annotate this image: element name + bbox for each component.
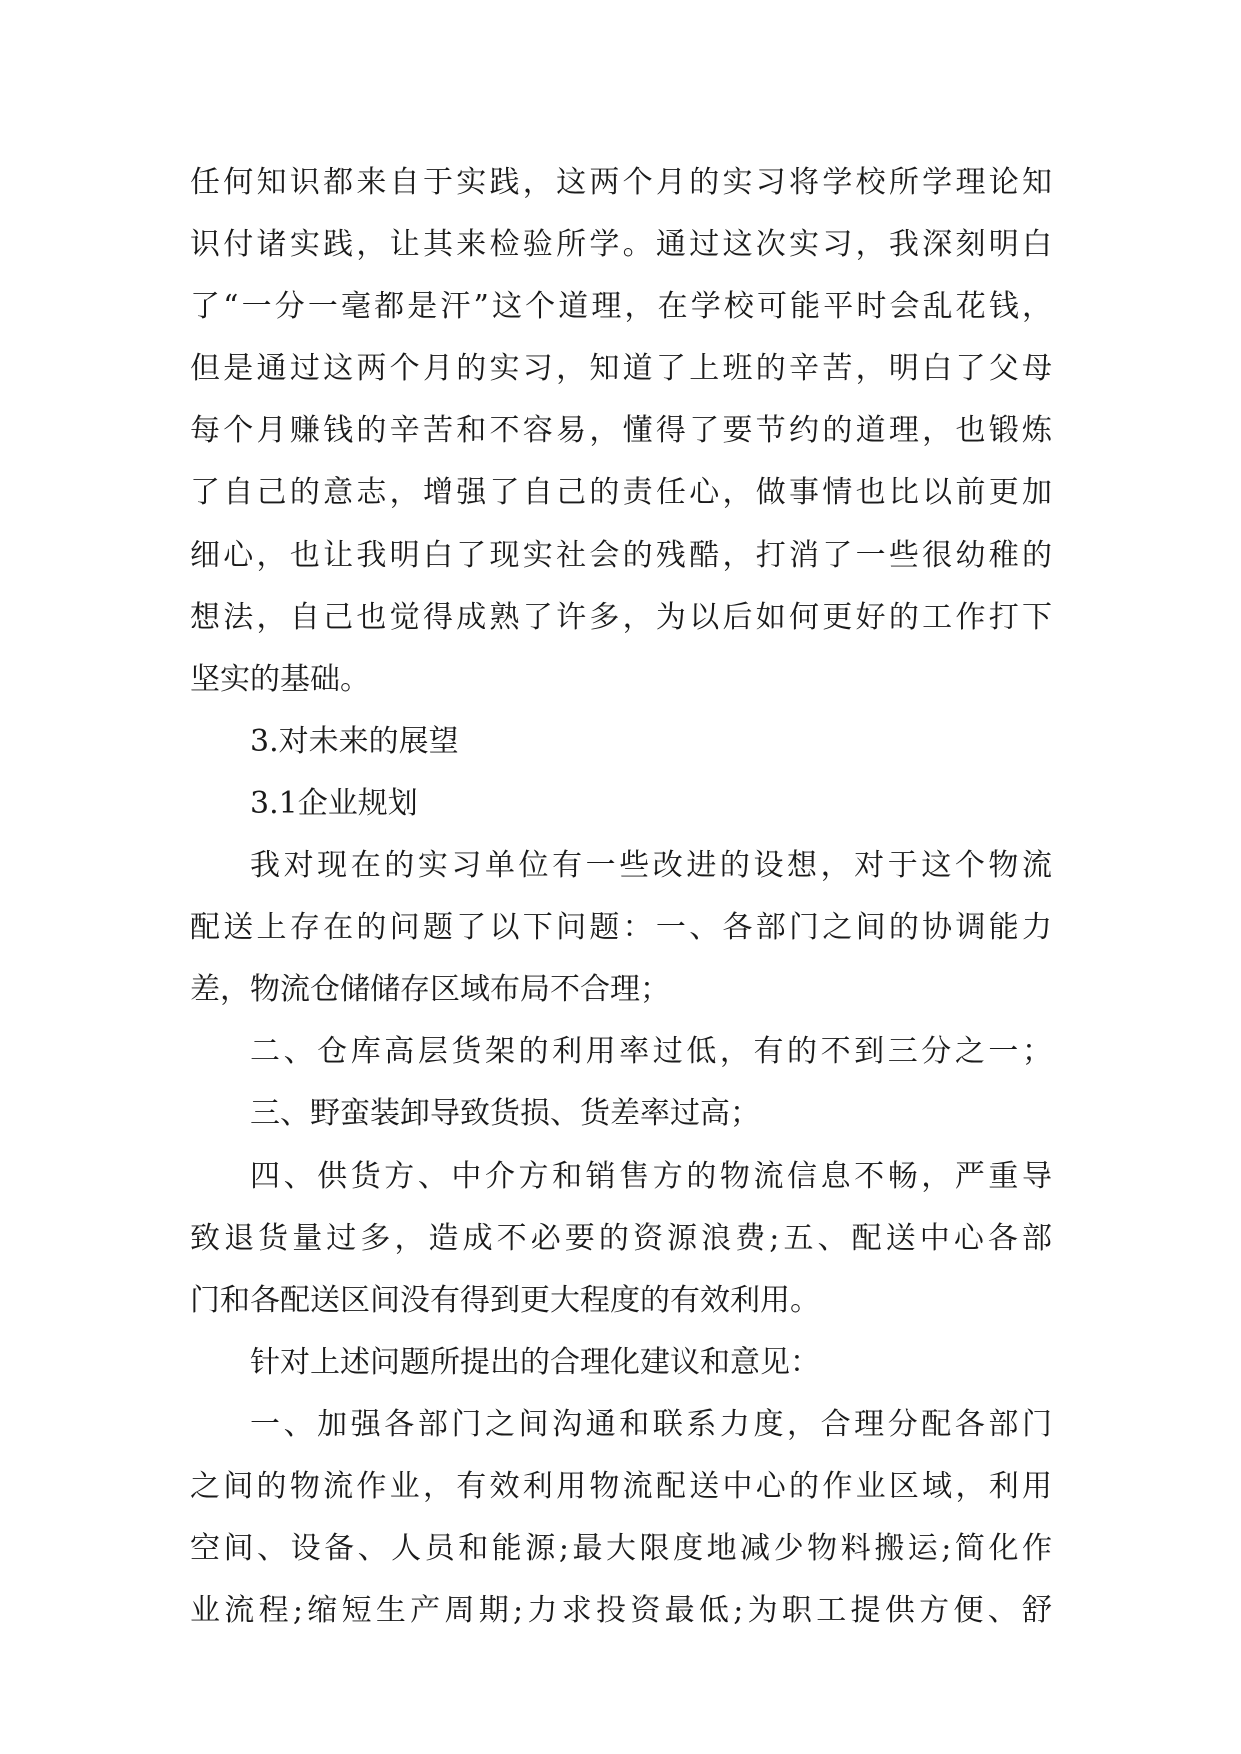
text-line: 门和各配送区间没有得到更大程度的有效利用。 xyxy=(190,1282,820,1318)
text-line: 了自己的意志，增强了自己的责任心，做事情也比以前更加 xyxy=(190,475,1052,511)
text-line: 坚实的基础。 xyxy=(190,661,370,697)
text-line: 想法，自己也觉得成熟了许多，为以后如何更好的工作打下 xyxy=(190,599,1052,635)
text-line: 二、仓库高层货架的利用率过低，有的不到三分之一； xyxy=(250,1034,1052,1070)
text-line: 针对上述问题所提出的合理化建议和意见： xyxy=(250,1344,820,1380)
text-line: 配送上存在的问题了以下问题：一、各部门之间的协调能力 xyxy=(190,910,1052,946)
text-line: 一、加强各部门之间沟通和联系力度，合理分配各部门 xyxy=(250,1406,1052,1442)
text-line: 四、供货方、中介方和销售方的物流信息不畅，严重导 xyxy=(250,1158,1052,1194)
text-line: 我对现在的实习单位有一些改进的设想，对于这个物流 xyxy=(250,848,1052,884)
text-line: 每个月赚钱的辛苦和不容易，懂得了要节约的道理，也锻炼 xyxy=(190,413,1052,449)
text-line: 识付诸实践，让其来检验所学。通过这次实习，我深刻明白 xyxy=(190,227,1052,263)
body-text xyxy=(190,152,1052,1642)
text-line: 但是通过这两个月的实习，知道了上班的辛苦，明白了父母 xyxy=(190,351,1052,387)
text-line: 三、野蛮装卸导致货损、货差率过高； xyxy=(250,1096,760,1132)
text-line: 之间的物流作业，有效利用物流配送中心的作业区域，利用 xyxy=(190,1468,1052,1504)
text-line: 业流程;缩短生产周期;力求投资最低;为职工提供方便、舒 xyxy=(190,1593,1052,1629)
text-line: 空间、设备、人员和能源;最大限度地减少物料搬运;简化作 xyxy=(190,1531,1052,1567)
section-heading: 3.对未来的展望 xyxy=(250,723,459,759)
text-line: 了“一分一毫都是汗”这个道理，在学校可能平时会乱花钱， xyxy=(190,289,1052,325)
text-line: 致退货量过多，造成不必要的资源浪费;五、配送中心各部 xyxy=(190,1220,1052,1256)
subsection-heading: 3.1企业规划 xyxy=(250,785,418,821)
text-line: 细心，也让我明白了现实社会的残酷，打消了一些很幼稚的 xyxy=(190,537,1052,573)
text-line: 差，物流仓储储存区域布局不合理； xyxy=(190,972,670,1008)
text-line: 任何知识都来自于实践，这两个月的实习将学校所学理论知 xyxy=(190,165,1052,200)
